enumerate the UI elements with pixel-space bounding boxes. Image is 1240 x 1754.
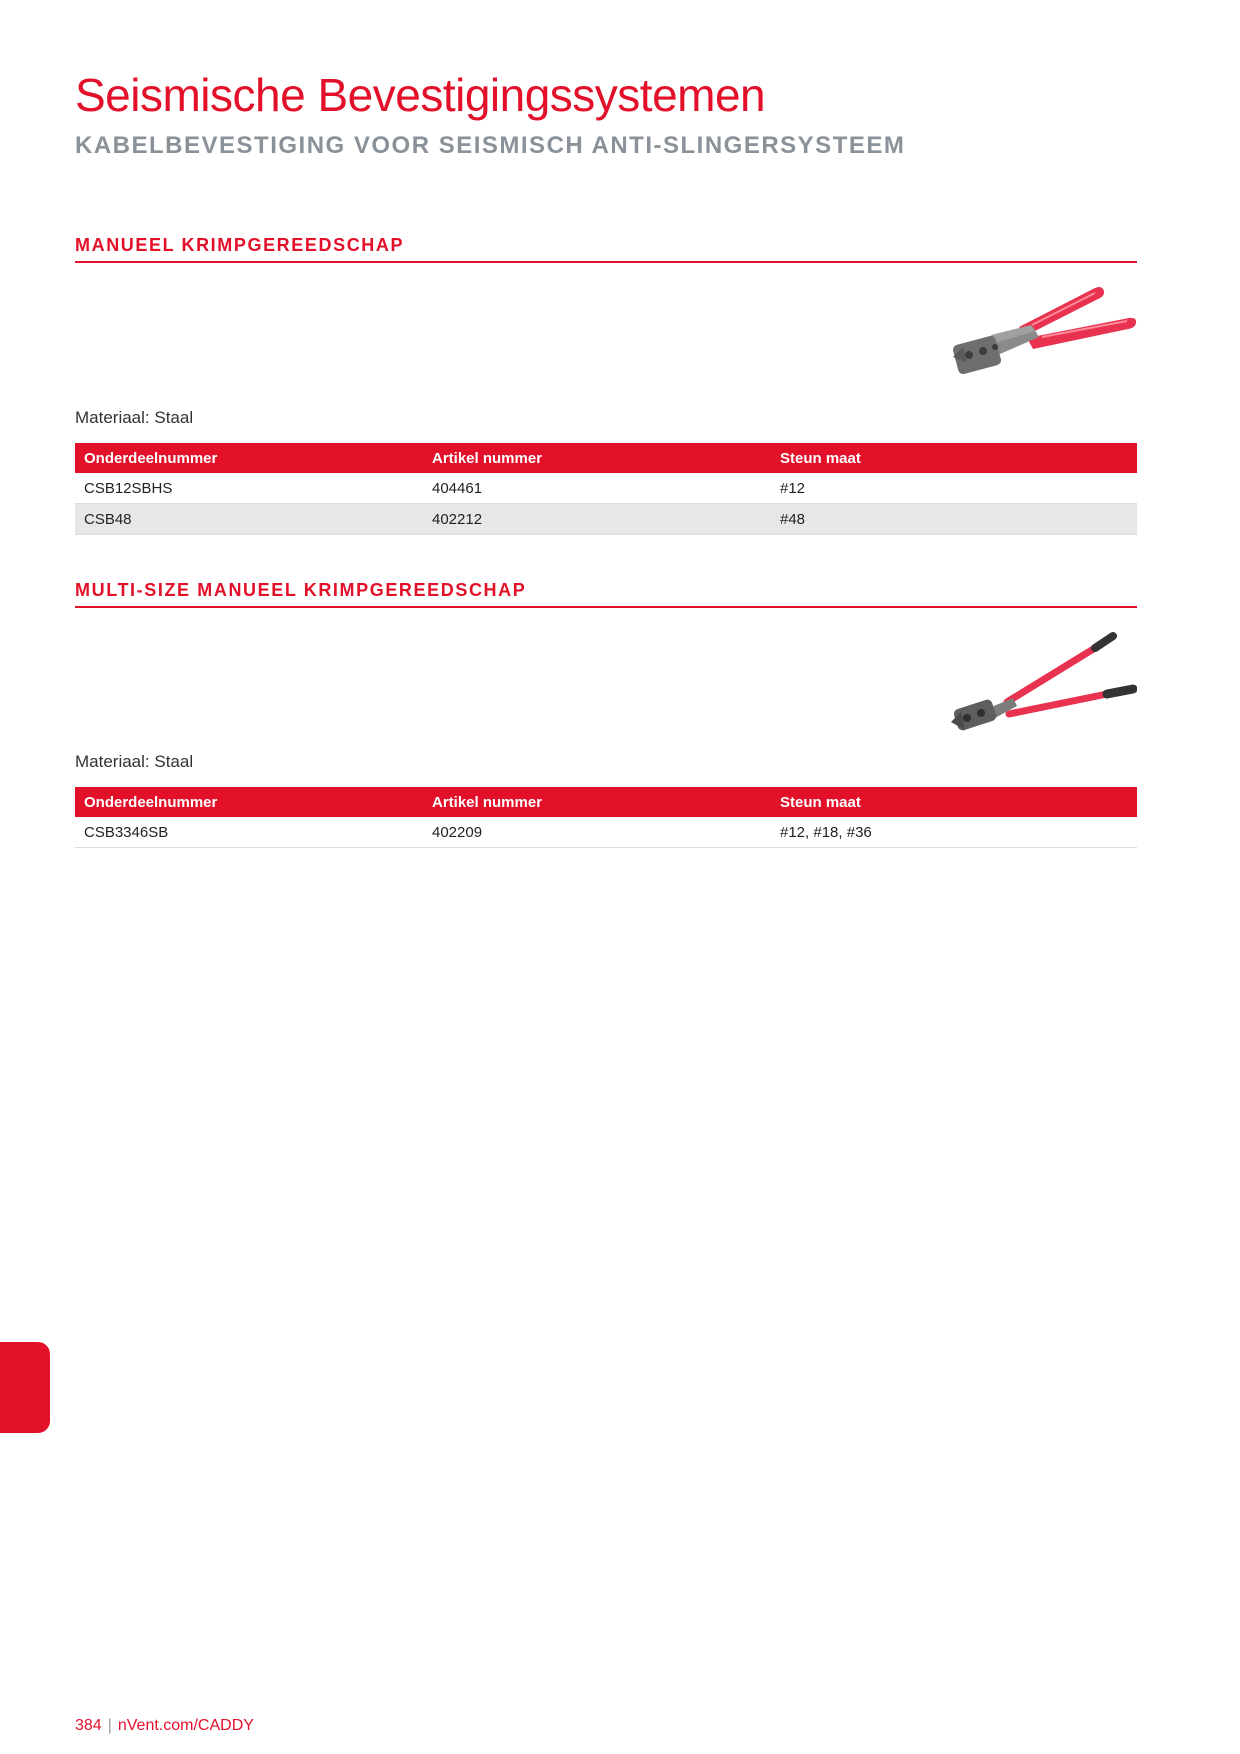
support-size-cell: #12, #18, #36 [771, 817, 1137, 848]
long-handle-crimping-tool-icon [947, 632, 1137, 737]
article-number-cell: 402209 [423, 817, 771, 848]
website-link[interactable]: nVent.com/CADDY [117, 1717, 254, 1734]
crimping-tool-icon [947, 285, 1137, 375]
page-title: Seismische Bevestigingssystemen [75, 69, 766, 121]
part-number-cell: CSB3346SB [75, 817, 423, 848]
spec-table [75, 787, 1137, 848]
column-header-support-size: Steun maat [771, 787, 1137, 817]
column-header-support-size: Steun maat [771, 443, 1137, 473]
table-row [75, 504, 1137, 535]
section-heading: MANUEEL KRIMPGEREEDSCHAP [75, 235, 1137, 263]
section-multi-size-crimp-tool [75, 580, 1137, 880]
table-header-row [75, 787, 1137, 817]
page-subtitle: KABELBEVESTIGING VOOR SEISMISCH ANTI-SLINGERSYSTEEM [75, 132, 906, 159]
column-header-article-number: Artikel nummer [423, 443, 771, 473]
support-size-cell: #48 [771, 504, 1137, 535]
section-heading: MULTI-SIZE MANUEEL KRIMPGEREEDSCHAP [75, 580, 1137, 608]
column-header-article-number: Artikel nummer [423, 787, 771, 817]
section-manual-crimp-tool [75, 235, 1137, 545]
column-header-part-number: Onderdeelnummer [75, 443, 423, 473]
footer-separator: | [107, 1717, 112, 1734]
article-number-cell: 404461 [423, 473, 771, 504]
table-header-row [75, 443, 1137, 473]
chapter-side-tab [0, 1342, 50, 1433]
table-row [75, 473, 1137, 504]
spec-table [75, 443, 1137, 535]
article-number-cell: 402212 [423, 504, 771, 535]
part-number-cell: CSB12SBHS [75, 473, 423, 504]
support-size-cell: #12 [771, 473, 1137, 504]
material-label: Materiaal: Staal [75, 752, 194, 771]
page-footer [75, 1717, 254, 1735]
page-number: 384 [75, 1717, 102, 1734]
part-number-cell: CSB48 [75, 504, 423, 535]
column-header-part-number: Onderdeelnummer [75, 787, 423, 817]
table-row [75, 817, 1137, 848]
material-label: Materiaal: Staal [75, 408, 194, 427]
